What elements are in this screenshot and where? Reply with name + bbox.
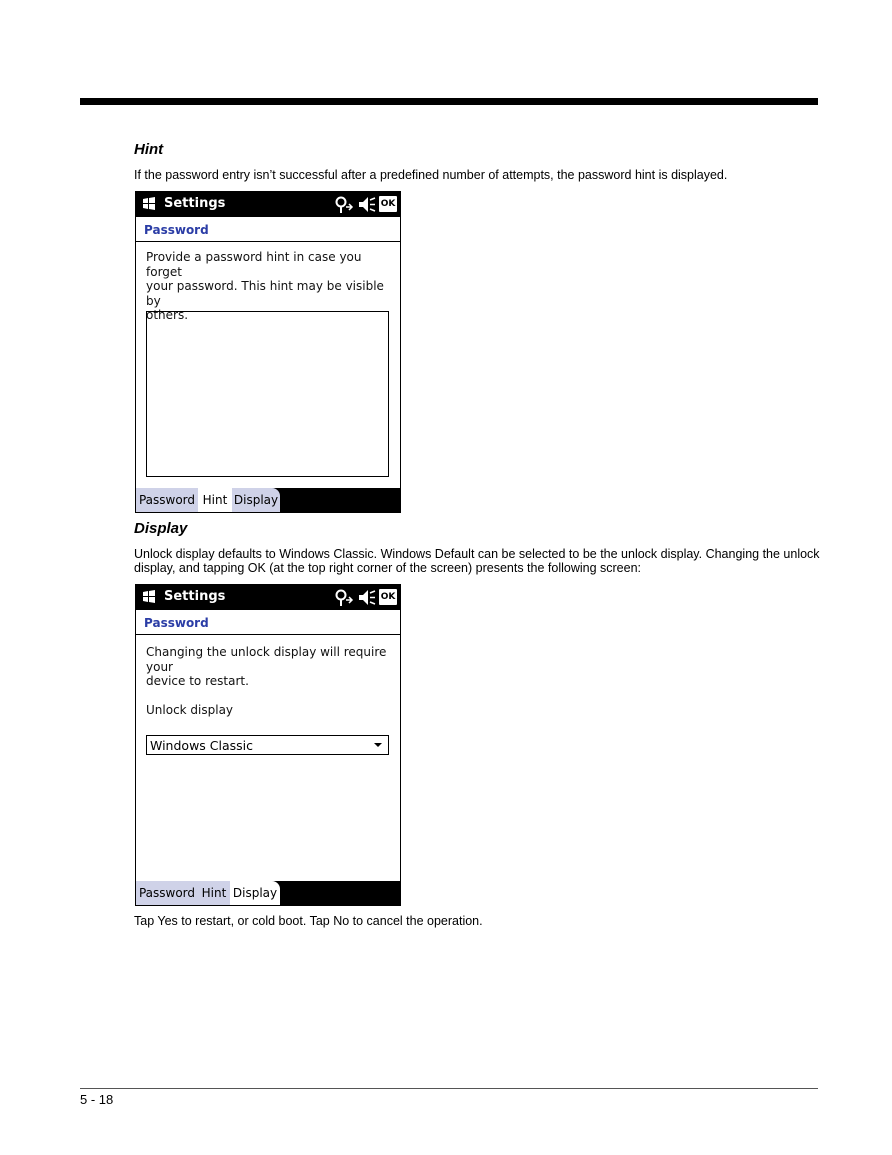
- speaker-muted-icon[interactable]: [358, 196, 376, 213]
- tab-password[interactable]: Password: [136, 881, 198, 905]
- connectivity-icon[interactable]: [334, 195, 354, 214]
- ok-button[interactable]: OK: [379, 196, 397, 212]
- title-bar-title: Settings: [164, 196, 226, 211]
- connectivity-icon[interactable]: [334, 588, 354, 607]
- ok-button[interactable]: OK: [379, 589, 397, 605]
- unlock-display-value: Windows Classic: [150, 738, 254, 753]
- hint-input[interactable]: [146, 311, 389, 477]
- tab-display[interactable]: Display: [232, 488, 280, 512]
- page-number: 5 - 18: [80, 1092, 114, 1107]
- display-screen: [135, 584, 401, 906]
- hint-screen: [135, 191, 401, 513]
- speaker-muted-icon[interactable]: [358, 589, 376, 606]
- tab-password[interactable]: Password: [136, 488, 198, 512]
- display-heading: Display: [134, 520, 188, 537]
- section-title: Password: [136, 610, 400, 635]
- hint-heading: Hint: [134, 141, 164, 158]
- display-description: Changing the unlock display will require your device to restart.: [146, 645, 387, 688]
- title-bar: [136, 192, 400, 217]
- windows-flag-icon[interactable]: [141, 589, 157, 605]
- tab-display[interactable]: Display: [230, 881, 280, 905]
- hint-description: Provide a password hint in case you forget your password. This hint may be visible by others.: [146, 250, 384, 322]
- tab-hint[interactable]: Hint: [198, 488, 232, 512]
- footer-text: Tap Yes to restart, or cold boot. Tap No to cancel the operation.: [134, 914, 483, 928]
- chevron-down-icon[interactable]: [372, 739, 384, 751]
- hint-paragraph: If the password entry isn’t successful after a predefined number of attempts, the password hint is displayed.: [134, 168, 728, 182]
- display-paragraph: Unlock display defaults to Windows Classic. Windows Default can be selected to be the unlock display. Changing the unlock display, and tapping OK (at the top right corner of the screen) presents the following screen:: [134, 547, 820, 575]
- tab-bar: [136, 881, 400, 905]
- unlock-display-label: Unlock display: [146, 703, 234, 717]
- bottom-rule: [80, 1088, 818, 1089]
- section-title: Password: [136, 217, 400, 242]
- tab-hint[interactable]: Hint: [198, 881, 230, 905]
- title-bar: [136, 585, 400, 610]
- windows-flag-icon[interactable]: [141, 196, 157, 212]
- title-bar-title: Settings: [164, 589, 226, 604]
- top-rule: [80, 98, 818, 105]
- tab-bar: [136, 488, 400, 512]
- unlock-display-select[interactable]: [146, 735, 389, 755]
